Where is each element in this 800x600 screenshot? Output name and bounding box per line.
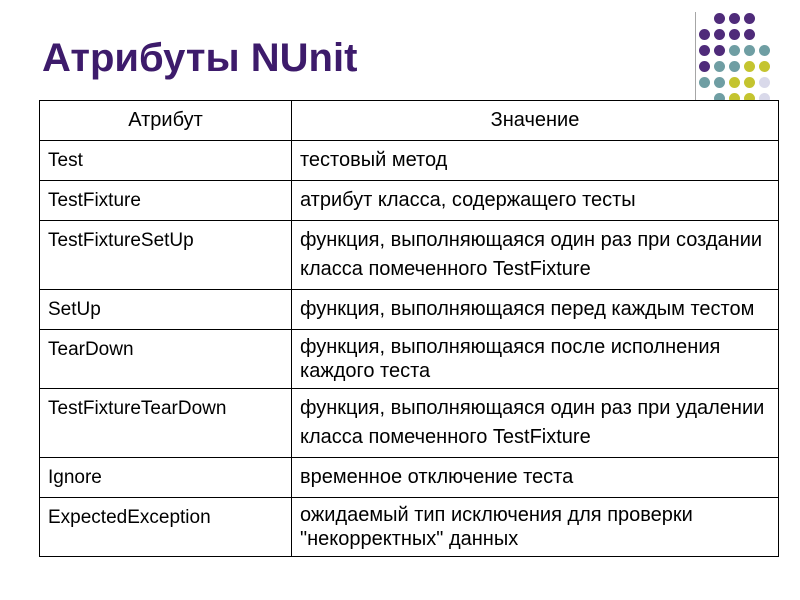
attribute-meaning-cell: временное отключение теста: [292, 458, 779, 498]
attribute-meaning-cell: функция, выполняющаяся после исполнения каждого теста: [292, 330, 779, 389]
table-row: [40, 141, 779, 181]
decorative-dot: [714, 29, 725, 40]
table-row: [40, 181, 779, 221]
slide-title: Атрибуты NUnit: [42, 36, 358, 80]
decorative-dot: [699, 45, 710, 56]
attribute-meaning-cell: функция, выполняющаяся один раз при удалении класса помеченного TestFixture: [292, 389, 779, 458]
table-row: [40, 458, 779, 498]
decorative-dot: [729, 61, 740, 72]
attribute-name-cell: SetUp: [40, 290, 292, 330]
attribute-name-cell: TestFixture: [40, 181, 292, 221]
table-row: [40, 389, 779, 458]
decorative-dot: [759, 45, 770, 56]
decorative-dot: [714, 77, 725, 88]
decorative-dot: [729, 13, 740, 24]
decorative-dot: [759, 61, 770, 72]
decorative-dot: [714, 45, 725, 56]
attribute-meaning-cell: функция, выполняющаяся перед каждым тестом: [292, 290, 779, 330]
attribute-name-cell: Test: [40, 141, 292, 181]
attributes-table: [39, 100, 779, 557]
attribute-meaning-cell: ожидаемый тип исключения для проверки "некорректных" данных: [292, 498, 779, 557]
attribute-name-cell: Ignore: [40, 458, 292, 498]
attribute-name-cell: TestFixtureSetUp: [40, 221, 292, 290]
decorative-dot: [744, 77, 755, 88]
column-header-attribute: Атрибут: [40, 101, 292, 141]
decorative-dot: [744, 45, 755, 56]
decorative-dot: [699, 29, 710, 40]
attribute-name-cell: TearDown: [40, 330, 292, 389]
decorative-dot: [699, 61, 710, 72]
decorative-dot: [729, 29, 740, 40]
decorative-dot: [729, 45, 740, 56]
attribute-name-cell: ExpectedException: [40, 498, 292, 557]
column-header-meaning: Значение: [292, 101, 779, 141]
decorative-dot: [744, 61, 755, 72]
table-row: [40, 290, 779, 330]
decorative-dot: [714, 13, 725, 24]
table-row: [40, 330, 779, 389]
attribute-meaning-cell: функция, выполняющаяся один раз при создании класса помеченного TestFixture: [292, 221, 779, 290]
decorative-dot: [759, 77, 770, 88]
table-row: [40, 498, 779, 557]
attribute-name-cell: TestFixtureTearDown: [40, 389, 292, 458]
attribute-meaning-cell: атрибут класса, содержащего тесты: [292, 181, 779, 221]
decorative-dot: [714, 61, 725, 72]
table-row: [40, 221, 779, 290]
decorative-dot: [744, 13, 755, 24]
attribute-meaning-cell: тестовый метод: [292, 141, 779, 181]
decorative-dot: [699, 77, 710, 88]
table-header-row: [40, 101, 779, 141]
decorative-dot: [744, 29, 755, 40]
decorative-dot: [729, 77, 740, 88]
